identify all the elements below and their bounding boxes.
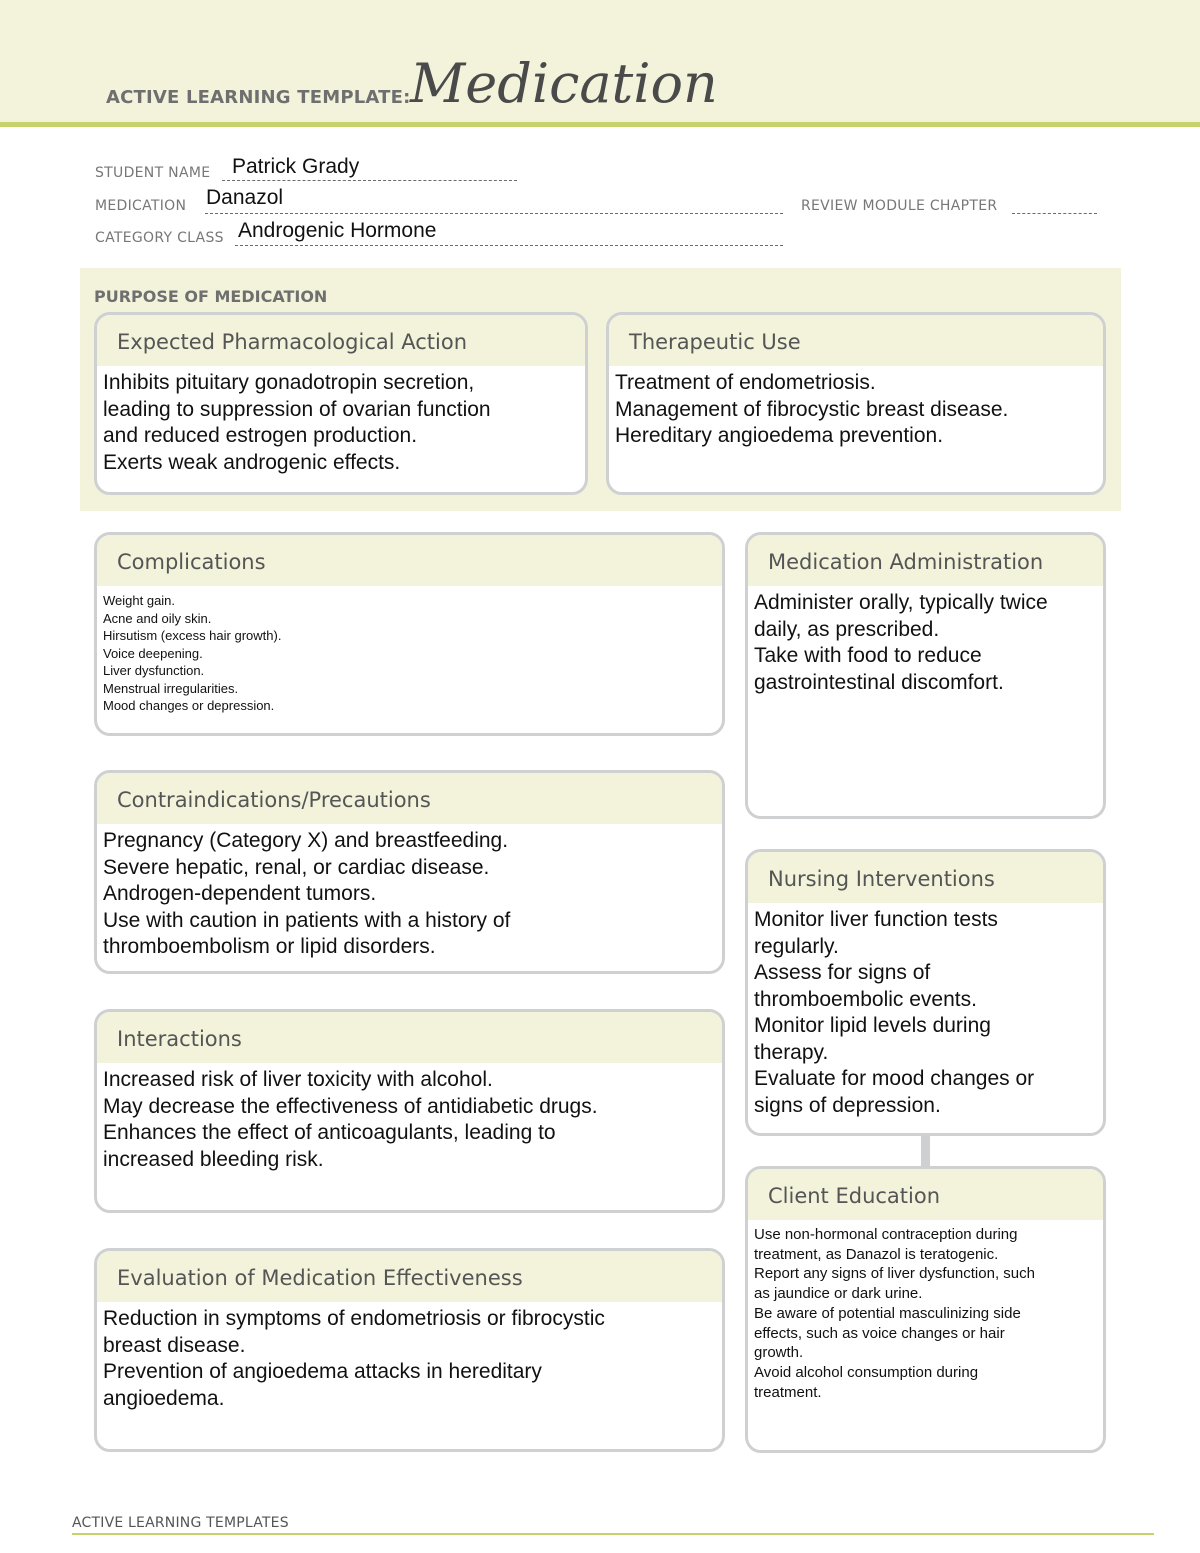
medication-administration-line: Administer orally, typically twice [754, 591, 1048, 614]
interactions-title: Interactions [97, 1012, 722, 1063]
footer-divider [72, 1533, 1154, 1535]
client-education-line: treatment, as Danazol is teratogenic. [754, 1245, 999, 1263]
medication-administration-line: Take with food to reduce [754, 644, 982, 667]
expected-action-card [94, 312, 588, 495]
complications-line: Menstrual irregularities. [103, 680, 239, 696]
client-education-card [745, 1166, 1106, 1453]
interactions-card [94, 1009, 725, 1213]
page-title: Medication [410, 52, 718, 115]
evaluation-card [94, 1248, 725, 1452]
client-education-line: Report any signs of liver dysfunction, such [754, 1265, 1035, 1283]
evaluation-line: breast disease. [103, 1333, 246, 1357]
complications-body[interactable] [97, 586, 722, 715]
expected-action-line: and reduced estrogen production. [103, 424, 418, 447]
therapeutic-use-title: Therapeutic Use [609, 315, 1103, 366]
contraindications-line: Use with caution in patients with a history of [103, 908, 511, 932]
nursing-interventions-line: therapy. [754, 1040, 829, 1064]
student-name-label: STUDENT NAME [95, 165, 211, 181]
interactions-line: Enhances the effect of anticoagulants, leading to [103, 1121, 556, 1144]
card-connector [921, 1133, 930, 1167]
nursing-interventions-title: Nursing Interventions [748, 852, 1103, 903]
contraindications-card [94, 770, 725, 974]
client-education-body[interactable] [748, 1220, 1103, 1402]
purpose-title: PURPOSE OF MEDICATION [94, 287, 328, 306]
client-education-line: Avoid alcohol consumption during [754, 1363, 979, 1381]
medication-administration-line: daily, as prescribed. [754, 617, 940, 641]
evaluation-line: angioedema. [103, 1386, 225, 1410]
client-education-line: effects, such as voice changes or hair [754, 1324, 1005, 1342]
therapeutic-use-line: Management of fibrocystic breast disease. [615, 397, 1009, 421]
expected-action-body[interactable] [97, 366, 585, 476]
evaluation-title: Evaluation of Medication Effectiveness [97, 1251, 722, 1302]
expected-action-title: Expected Pharmacological Action [97, 315, 585, 366]
medication-field[interactable]: Danazol [206, 186, 284, 209]
client-education-line: Be aware of potential masculinizing side [754, 1304, 1021, 1322]
medication-administration-title: Medication Administration [748, 535, 1103, 586]
nursing-interventions-card [745, 849, 1106, 1136]
student-name-underline [222, 180, 517, 181]
client-education-line: Use non-hormonal contraception during [754, 1226, 1018, 1243]
nursing-interventions-body[interactable] [748, 903, 1103, 1119]
therapeutic-use-card [606, 312, 1106, 495]
evaluation-line: Prevention of angioedema attacks in hereditary [103, 1360, 542, 1383]
contraindications-line: thromboembolism or lipid disorders. [103, 935, 436, 958]
template-label: ACTIVE LEARNING TEMPLATE: [106, 87, 411, 108]
nursing-interventions-line: Assess for signs of [754, 961, 931, 984]
complications-line: Weight gain. [103, 593, 176, 608]
contraindications-line: Androgen-dependent tumors. [103, 882, 377, 905]
nursing-interventions-line: regularly. [754, 934, 839, 958]
review-module-field[interactable] [1012, 213, 1097, 214]
complications-card [94, 532, 725, 736]
student-name-field[interactable]: Patrick Grady [232, 155, 360, 178]
category-class-label: CATEGORY CLASS [95, 230, 224, 246]
complications-line: Acne and oily skin. [103, 610, 212, 626]
evaluation-line: Reduction in symptoms of endometriosis or fibrocystic [103, 1307, 605, 1330]
therapeutic-use-line: Treatment of endometriosis. [615, 371, 876, 394]
complications-line: Liver dysfunction. [103, 663, 205, 678]
complications-line: Voice deepening. [103, 645, 203, 661]
expected-action-line: leading to suppression of ovarian function [103, 397, 491, 421]
client-education-line: as jaundice or dark urine. [754, 1285, 923, 1303]
therapeutic-use-line: Hereditary angioedema prevention. [615, 424, 944, 447]
contraindications-line: Severe hepatic, renal, or cardiac disease. [103, 855, 490, 879]
medication-label: MEDICATION [95, 198, 187, 214]
client-education-line: treatment. [754, 1383, 822, 1401]
nursing-interventions-line: Monitor lipid levels during [754, 1014, 991, 1037]
medication-administration-card [745, 532, 1106, 819]
interactions-line: Increased risk of liver toxicity with alcohol. [103, 1068, 493, 1091]
medication-administration-line: gastrointestinal discomfort. [754, 670, 1004, 694]
expected-action-line: Exerts weak androgenic effects. [103, 450, 401, 474]
footer-label: ACTIVE LEARNING TEMPLATES [72, 1515, 289, 1531]
nursing-interventions-line: thromboembolic events. [754, 987, 977, 1011]
complications-title: Complications [97, 535, 722, 586]
complications-line: Hirsutism (excess hair growth). [103, 628, 282, 643]
header-divider [0, 122, 1200, 127]
contraindications-body[interactable] [97, 824, 722, 961]
client-education-title: Client Education [748, 1169, 1103, 1220]
medication-administration-body[interactable] [748, 586, 1103, 696]
medication-underline [205, 213, 783, 214]
review-module-label: REVIEW MODULE CHAPTER [801, 198, 998, 214]
category-class-field[interactable]: Androgenic Hormone [238, 219, 437, 242]
contraindications-line: Pregnancy (Category X) and breastfeeding. [103, 829, 509, 852]
nursing-interventions-line: Monitor liver function tests [754, 908, 998, 931]
contraindications-title: Contraindications/Precautions [97, 773, 722, 824]
therapeutic-use-body[interactable] [609, 366, 1103, 450]
category-class-underline [235, 245, 783, 246]
expected-action-line: Inhibits pituitary gonadotropin secretion, [103, 371, 475, 394]
evaluation-body[interactable] [97, 1302, 722, 1412]
nursing-interventions-line: Evaluate for mood changes or [754, 1067, 1035, 1090]
interactions-line: May decrease the effectiveness of antidiabetic drugs. [103, 1094, 598, 1118]
interactions-line: increased bleeding risk. [103, 1147, 324, 1171]
client-education-line: growth. [754, 1344, 804, 1362]
nursing-interventions-line: signs of depression. [754, 1093, 941, 1117]
interactions-body[interactable] [97, 1063, 722, 1173]
complications-line: Mood changes or depression. [103, 698, 275, 713]
